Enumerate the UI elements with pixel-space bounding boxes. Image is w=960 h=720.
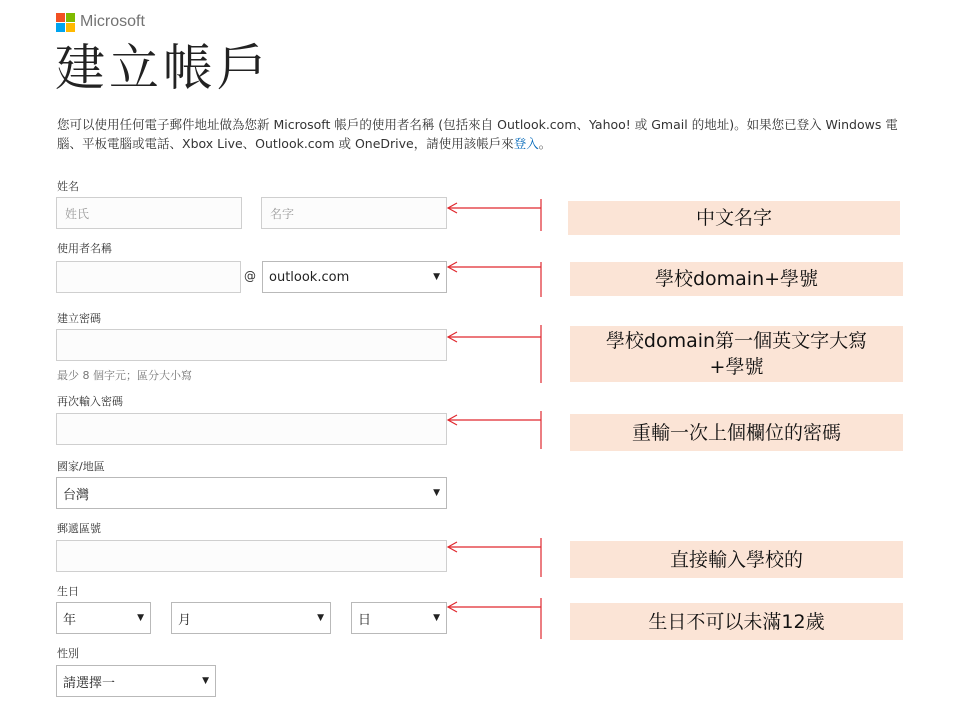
dropdown-arrow-icon: ▼: [433, 488, 440, 498]
birth-year-select[interactable]: 年 ▼: [56, 602, 151, 634]
arrow-postal: [448, 538, 541, 577]
country-select[interactable]: 台灣 ▼: [56, 477, 447, 509]
annotation-birthday: 生日不可以未滿12歲: [570, 603, 903, 640]
password-label: 建立密碼: [57, 312, 101, 325]
annotation-username: 學校domain+學號: [570, 262, 903, 296]
arrow-password: [448, 325, 541, 383]
domain-select[interactable]: outlook.com ▼: [262, 261, 447, 293]
gender-select[interactable]: 請選擇一 ▼: [56, 665, 216, 697]
brand-name: Microsoft: [80, 13, 145, 30]
page-title: 建立帳戶: [55, 39, 271, 97]
password-hint: 最少 8 個字元；區分大小寫: [57, 369, 192, 382]
arrow-name: [448, 199, 541, 231]
dropdown-arrow-icon: ▼: [137, 613, 144, 623]
username-label: 使用者名稱: [57, 242, 112, 255]
sign-in-link[interactable]: 登入: [513, 136, 539, 151]
dropdown-arrow-icon: ▼: [317, 613, 324, 623]
annotation-name: 中文名字: [568, 201, 900, 235]
intro-text: 您可以使用任何電子郵件地址做為您新 Microsoft 帳戶的使用者名稱 (包括來自 Outlook.com、Yahoo! 或 Gmail 的地址)。如果您已登入 Windows 電腦、平板電腦或電話、Xbox Live、Outlook.com 或 OneDrive，請使用該帳戶來登入。: [57, 117, 898, 151]
dropdown-arrow-icon: ▼: [202, 676, 209, 686]
postal-code-label: 郵遞區號: [57, 522, 101, 535]
birth-month-select[interactable]: 月 ▼: [171, 602, 331, 634]
birth-day-select[interactable]: 日 ▼: [351, 602, 447, 634]
arrow-username: [448, 262, 541, 297]
first-name-input[interactable]: 名字: [261, 197, 447, 229]
arrow-password-confirm: [448, 411, 541, 449]
name-label: 姓名: [57, 180, 79, 193]
password-confirm-label: 再次輸入密碼: [57, 395, 123, 408]
last-name-input[interactable]: 姓氏: [56, 197, 242, 229]
gender-label: 性別: [57, 647, 79, 660]
country-label: 國家/地區: [57, 460, 105, 473]
annotation-password: 學校domain第一個英文字大寫+學號: [570, 326, 903, 382]
dropdown-arrow-icon: ▼: [433, 613, 440, 623]
annotation-password-confirm: 重輸一次上個欄位的密碼: [570, 414, 903, 451]
birthday-label: 生日: [57, 585, 79, 598]
arrow-birthday: [448, 598, 541, 639]
at-sign: @: [244, 269, 256, 283]
dropdown-arrow-icon: ▼: [433, 272, 440, 282]
annotation-postal: 直接輸入學校的: [570, 541, 903, 578]
